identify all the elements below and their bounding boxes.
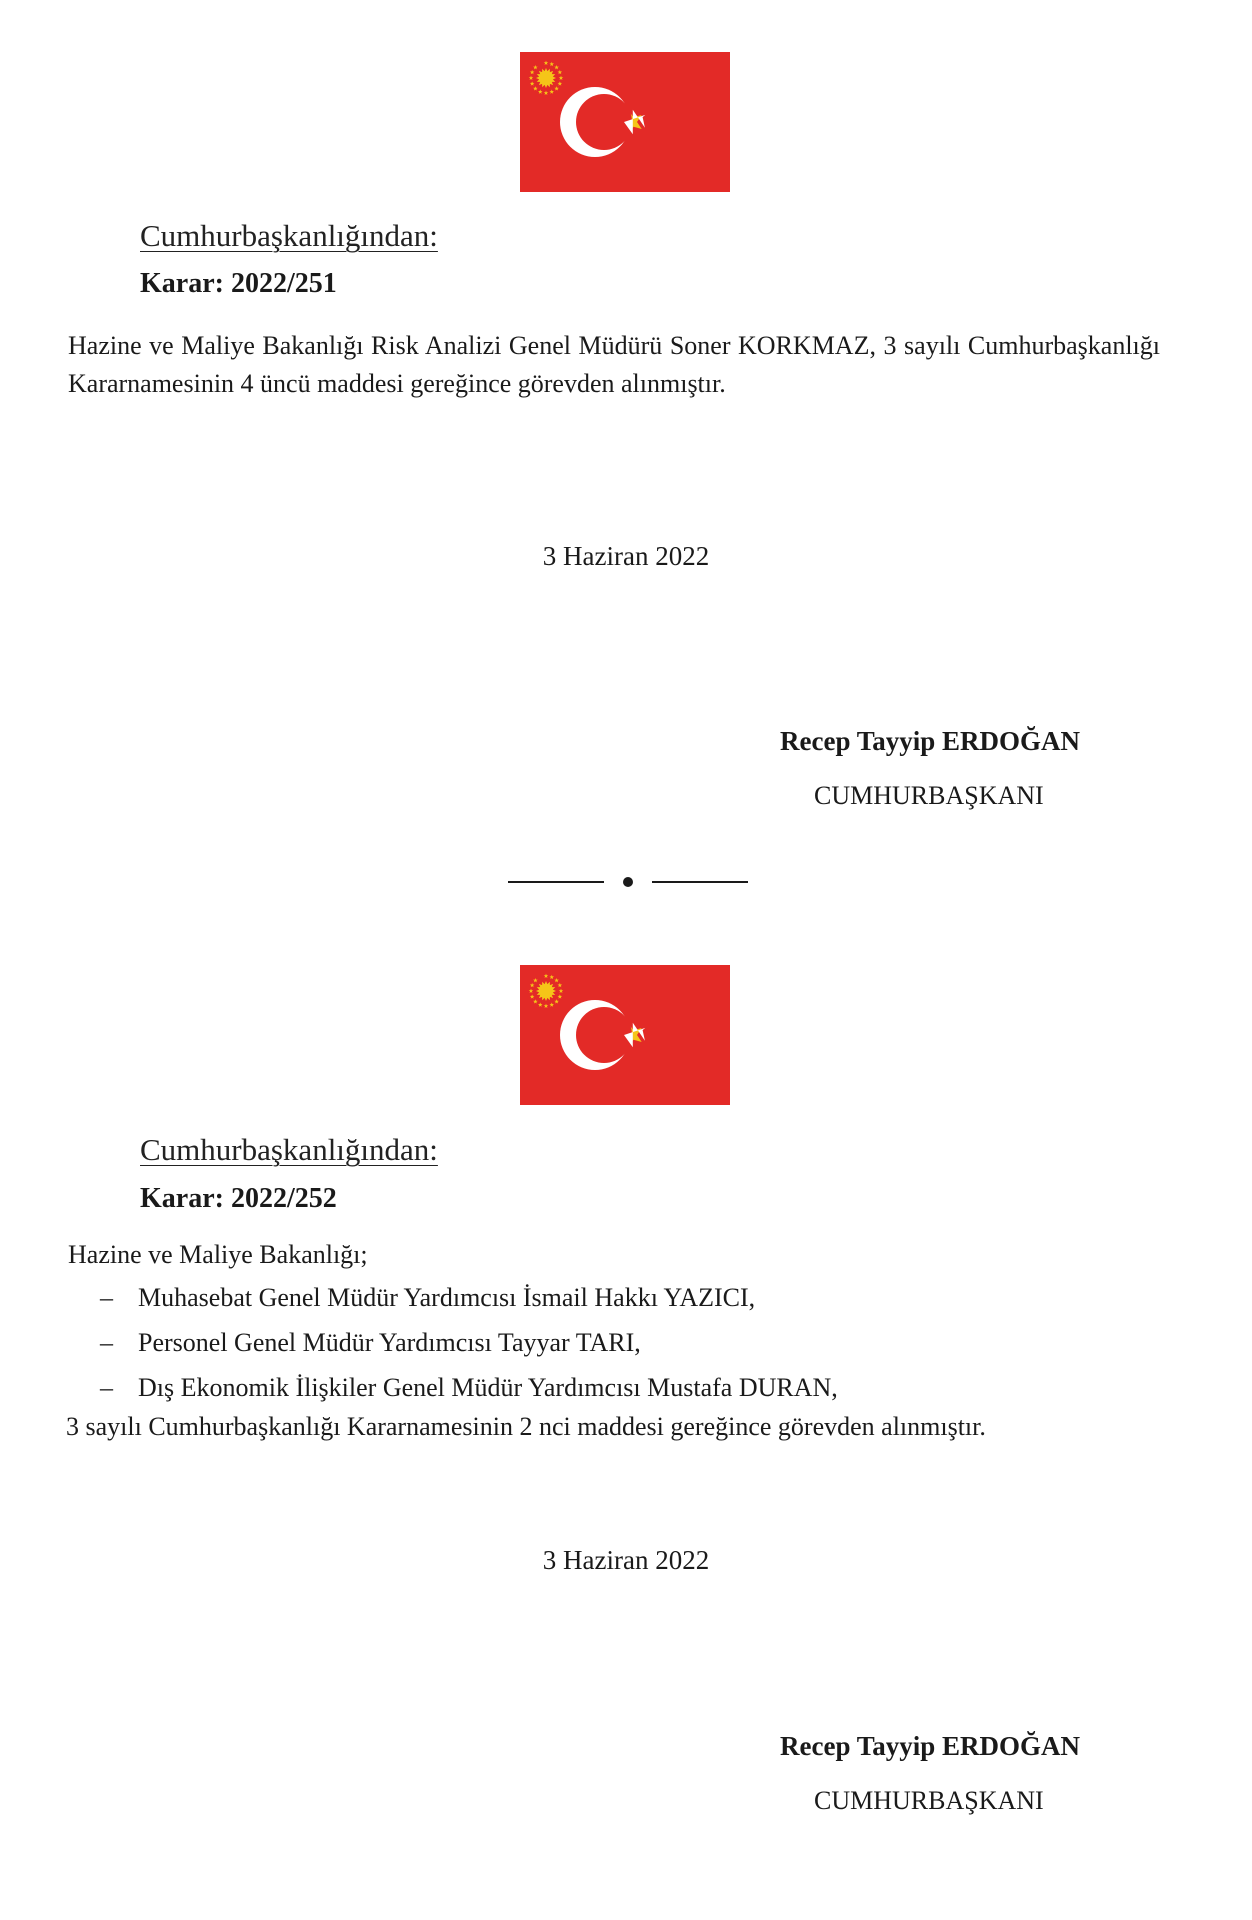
signer-title: CUMHURBAŞKANI [814,781,1044,810]
decree-number: Karar: 2022/252 [140,1183,337,1214]
decree-intro: Hazine ve Maliye Bakanlığı; [68,1240,368,1269]
separator-icon [508,870,748,894]
list-dash: – [100,1373,113,1402]
decree-date: 3 Haziran 2022 [542,1545,710,1575]
list-dash: – [100,1328,113,1357]
decree-body: Hazine ve Maliye Bakanlığı Risk Analizi Genel Müdürü Soner KORKMAZ, 3 sayılı Cumhurbaşkanlığı Kararnamesinin 4 üncü maddesi gereğince görevden alınmıştır. [68,331,1160,398]
list-dash: – [100,1283,113,1312]
decree-closing: 3 sayılı Cumhurbaşkanlığı Kararnamesinin 2 nci maddesi gereğince görevden alınmıştır. [66,1412,986,1441]
decree-heading: Cumhurbaşkanlığından: [140,218,438,253]
turkish-flag-icon [520,965,730,1105]
list-item [100,1283,755,1313]
list-item [100,1328,641,1358]
decree-number: Karar: 2022/251 [140,268,337,299]
turkish-flag-icon [520,52,730,192]
list-item [100,1373,838,1403]
signer-title: CUMHURBAŞKANI [814,1786,1044,1815]
list-item-text: Muhasebat Genel Müdür Yardımcısı İsmail Hakkı YAZICI, [138,1283,756,1312]
signer-name: Recep Tayyip ERDOĞAN [780,1731,1081,1761]
list-item-text: Dış Ekonomik İlişkiler Genel Müdür Yardımcısı Mustafa DURAN, [138,1373,838,1402]
decree-heading: Cumhurbaşkanlığından: [140,1132,438,1167]
list-item-text: Personel Genel Müdür Yardımcısı Tayyar TARI, [138,1328,641,1357]
signer-name: Recep Tayyip ERDOĞAN [780,726,1081,756]
decree-date: 3 Haziran 2022 [542,541,710,571]
